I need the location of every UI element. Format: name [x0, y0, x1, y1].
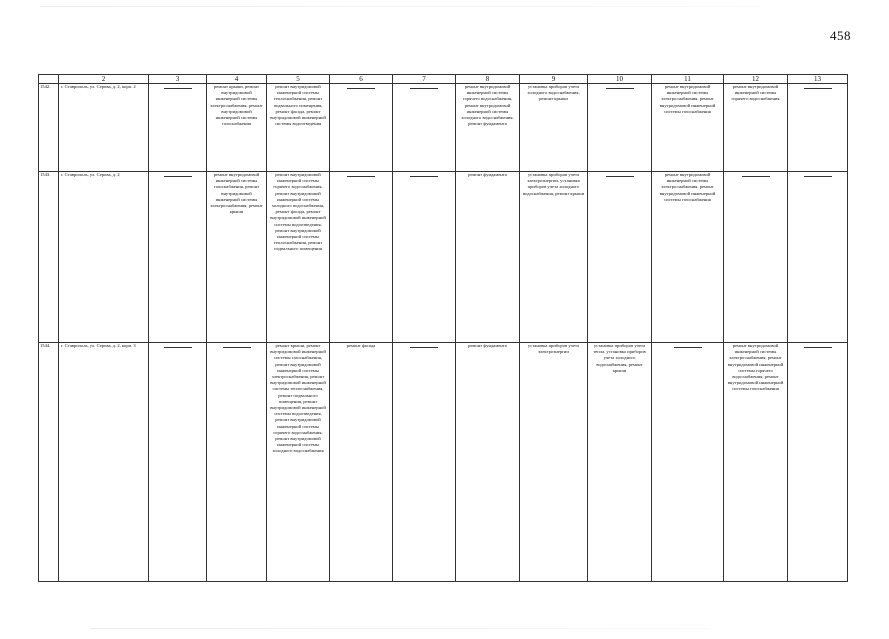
- empty-dash-cell: [588, 172, 652, 343]
- work-schedule-table: [38, 74, 848, 582]
- empty-dash-cell: [724, 172, 788, 343]
- scan-artifact-bottom: [90, 628, 710, 629]
- cell-col12: ремонт внутридомовой инженерной системы электроснабжения, ремонт внутридомовой инженерной системы горячего водоснабжения, ремонт внутридомовой инженерной системы газоснабжения: [724, 343, 788, 582]
- row-number: 1543.: [39, 172, 59, 343]
- row-address: г. Ставрополь, ул. Серова, д. 2, корп. 3: [59, 343, 149, 582]
- cell-col9: установка приборов учета холодного водоснабжения, ремонт крыши: [520, 84, 588, 172]
- cell-col5: ремонт внутридомовой инженерной системы теплоснабжения, ремонт подвального помещения, ремонт фасада, ремонт внутридомовой инженерной системы водоотведения: [267, 84, 330, 172]
- header-cell: 2: [59, 75, 149, 84]
- cell-col8: ремонт внутридомовой инженерной системы горячего водоснабжения, ремонт внутридомовой инженерной системы холодного водоснабжения, ремонт фундамента: [456, 84, 520, 172]
- header-cell: 4: [207, 75, 267, 84]
- cell-col11: ремонт внутридомовой инженерной системы электроснабжения, ремонт внутридомовой инженерной системы газоснабжения: [652, 172, 724, 343]
- cell-col5: ремонт крыши, ремонт внутридомовой инженерной системы газоснабжения, ремонт внутридомовой инженерной системы электроснабжения, ремонт внутридомовой инженерной системы теплоснабжения, ремонт подвального помещения, ремонт внутридомовой инженерной системы водоотведения, ремонт внутридомовой инженерной системы горячего водоснабжения, ремонт внутридомовой инженерной системы холодного водоснабжения: [267, 343, 330, 582]
- cell-col8: ремонт фундамента: [456, 343, 520, 582]
- table-header-row: [39, 75, 848, 84]
- scan-artifact-top: [40, 6, 760, 7]
- empty-dash-cell: [788, 343, 848, 582]
- empty-dash-cell: [588, 84, 652, 172]
- empty-dash-cell: [330, 172, 393, 343]
- cell-col5: ремонт внутридомовой инженерной системы горячего водоснабжения, ремонт внутридомовой инженерной системы холодного водоснабжения, ремонт фасада, ремонт внутридомовой инженерной системы водоотведения, ремонт внутридомовой инженерной системы теплоснабжения, ремонт подвального помещения: [267, 172, 330, 343]
- empty-dash-cell: [393, 84, 456, 172]
- empty-dash-cell: [393, 343, 456, 582]
- cell-col10: установка приборов учета тепла, установка приборов учета холодного водоснабжения, ремонт крыши: [588, 343, 652, 582]
- empty-dash-cell: [207, 343, 267, 582]
- empty-dash-cell: [652, 343, 724, 582]
- header-cell: [39, 75, 59, 84]
- empty-dash-cell: [149, 84, 207, 172]
- cell-col12: ремонт внутридомовой инженерной системы горячего водоснабжения: [724, 84, 788, 172]
- page-number: 458: [830, 28, 851, 43]
- empty-dash-cell: [393, 172, 456, 343]
- table-row-1544: [39, 343, 848, 582]
- cell-col8: ремонт фундамента: [456, 172, 520, 343]
- row-address: г. Ставрополь, ул. Серова, д. 2, корп. 2: [59, 84, 149, 172]
- cell-col4: ремонт крыши, ремонт внутридомовой инженерной системы электроснабжения, ремонт внутридомовой инженерной системы газоснабжения: [207, 84, 267, 172]
- header-cell: 10: [588, 75, 652, 84]
- cell-col9: установка приборов учета электроэнергии, установка приборов учета холодного водоснабжения, ремонт крыши: [520, 172, 588, 343]
- header-cell: 8: [456, 75, 520, 84]
- row-number: 1544.: [39, 343, 59, 582]
- header-cell: 3: [149, 75, 207, 84]
- cell-col6: ремонт фасада: [330, 343, 393, 582]
- header-cell: 11: [652, 75, 724, 84]
- table-row-1543: [39, 172, 848, 343]
- table-row-1542: [39, 84, 848, 172]
- empty-dash-cell: [788, 172, 848, 343]
- empty-dash-cell: [788, 84, 848, 172]
- cell-col9: установка приборов учета электроэнергии: [520, 343, 588, 582]
- header-cell: 9: [520, 75, 588, 84]
- row-number: 1542.: [39, 84, 59, 172]
- empty-dash-cell: [149, 172, 207, 343]
- row-address: г. Ставрополь, ул. Серова, д. 2: [59, 172, 149, 343]
- header-cell: 13: [788, 75, 848, 84]
- header-cell: 7: [393, 75, 456, 84]
- empty-dash-cell: [330, 84, 393, 172]
- cell-col4: ремонт внутридомовой инженерной системы газоснабжения, ремонт внутридомовой инженерной системы электроснабжения, ремонт крыши: [207, 172, 267, 343]
- header-cell: 12: [724, 75, 788, 84]
- cell-col11: ремонт внутридомовой инженерной системы электроснабжения, ремонт внутридомовой инженерной системы газоснабжения: [652, 84, 724, 172]
- header-cell: 5: [267, 75, 330, 84]
- header-cell: 6: [330, 75, 393, 84]
- empty-dash-cell: [149, 343, 207, 582]
